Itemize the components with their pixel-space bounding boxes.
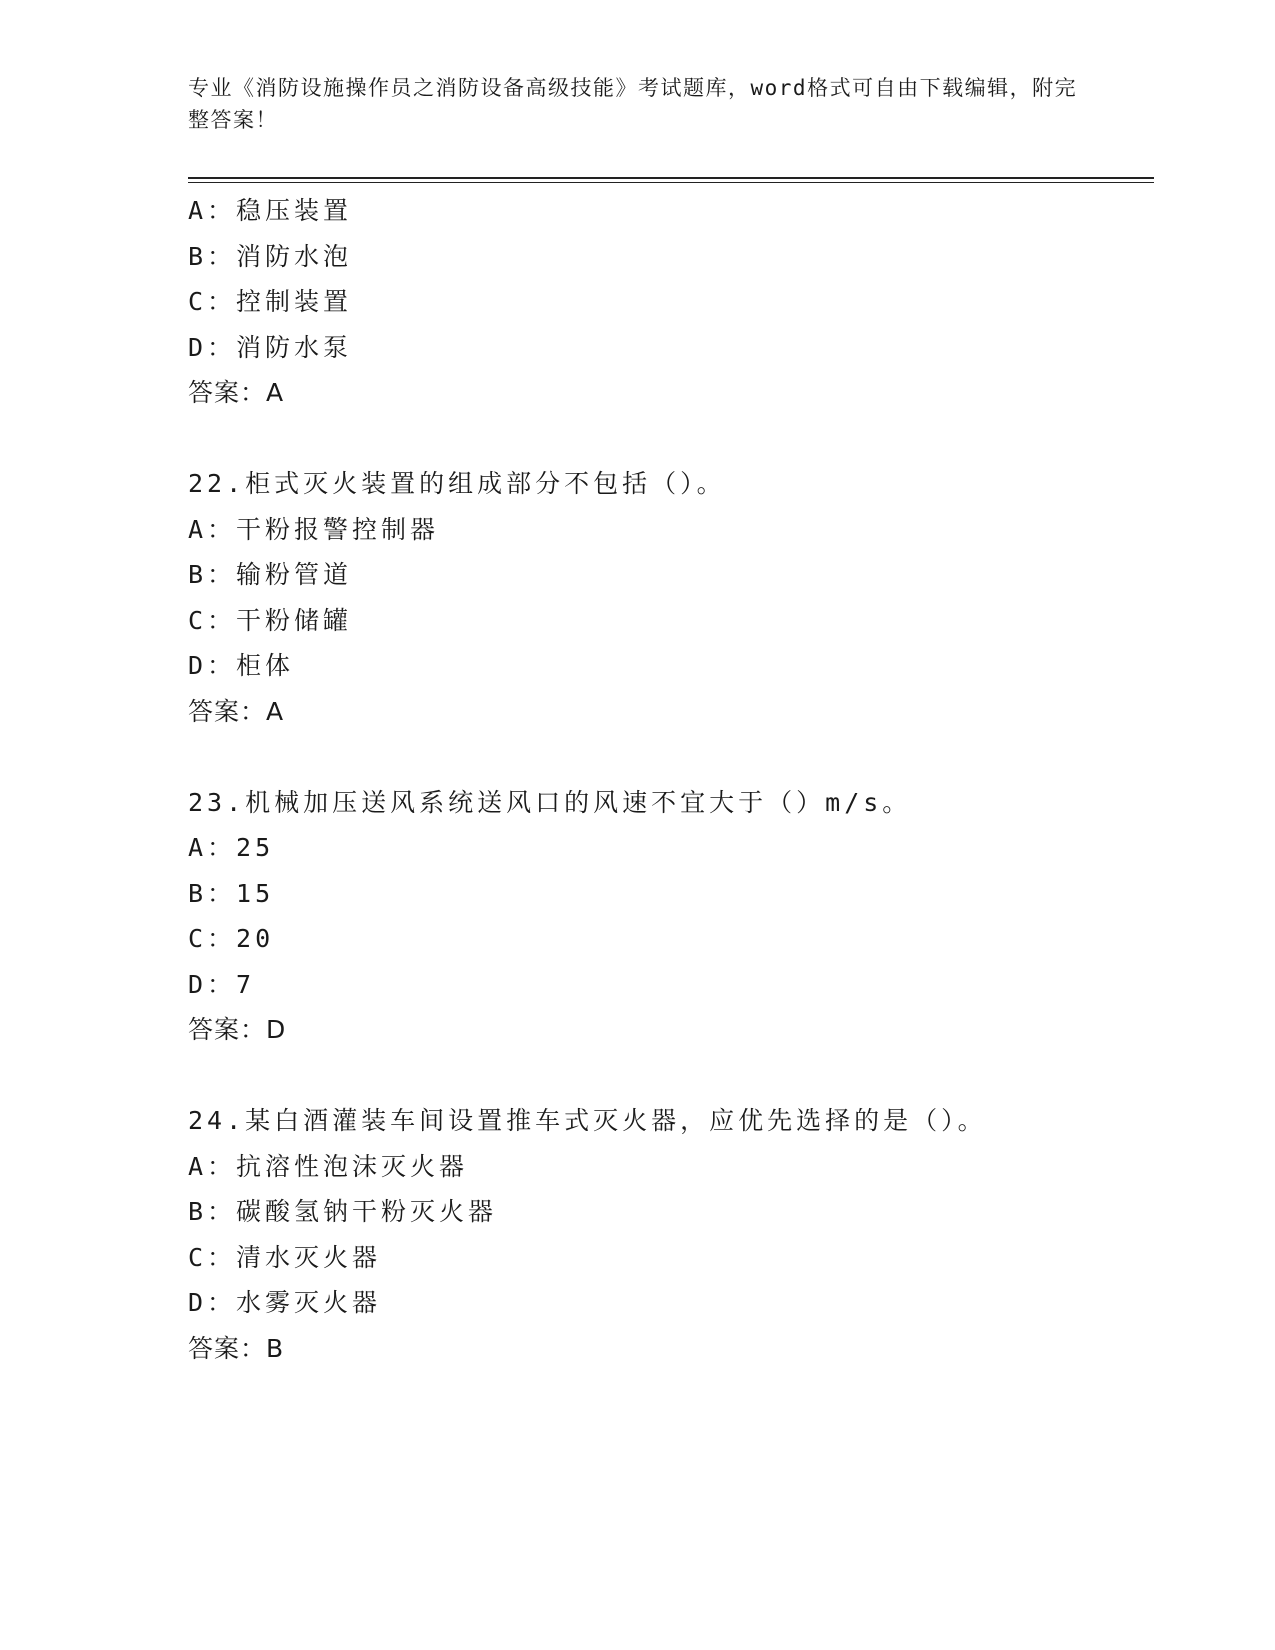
option-d: D：柜体 <box>188 651 295 680</box>
option-d: D：消防水泵 <box>188 332 353 362</box>
question-stem: 24.某白酒灌装车间设置推车式灭火器，应优先选择的是（）。 <box>188 1106 987 1135</box>
spacer <box>188 1053 1148 1099</box>
carryover-question <box>188 188 1148 416</box>
option-b: B：碳酸氢钠干粉灭火器 <box>188 1197 498 1226</box>
header-rule-thin <box>188 182 1154 183</box>
question-22 <box>188 461 1148 734</box>
option-b: B：输粉管道 <box>188 560 353 589</box>
answer-line: 答案：A <box>188 378 285 407</box>
option-c: C：清水灭火器 <box>188 1242 382 1272</box>
option-c: C：干粉储罐 <box>188 605 353 635</box>
question-stem: 23.机械加压送风系统送风口的风速不宜大于（）m/s。 <box>188 787 912 817</box>
spacer <box>188 416 1148 462</box>
answer-line: 答案：D <box>188 1015 287 1044</box>
header-rule-thick <box>188 177 1154 179</box>
document-header: 专业《消防设施操作员之消防设备高级技能》考试题库，word格式可自由下载编辑，附完整答案！ <box>188 76 1078 132</box>
option-a: A：抗溶性泡沫灭火器 <box>188 1151 469 1181</box>
question-stem: 22.柜式灭火装置的组成部分不包括（）。 <box>188 469 726 498</box>
option-a: A：干粉报警控制器 <box>188 514 440 544</box>
option-a: A：稳压装置 <box>188 196 353 225</box>
option-a: A：25 <box>188 833 275 862</box>
question-24 <box>188 1098 1148 1371</box>
spacer <box>188 734 1148 780</box>
option-d: D：7 <box>188 969 256 999</box>
answer-line: 答案：A <box>188 696 285 726</box>
question-list <box>188 188 1148 1371</box>
option-c: C：控制装置 <box>188 287 353 316</box>
option-c: C：20 <box>188 924 275 953</box>
question-23 <box>188 780 1148 1053</box>
option-d: D：水雾灭火器 <box>188 1288 382 1317</box>
answer-line: 答案：B <box>188 1333 285 1363</box>
option-b: B：消防水泡 <box>188 241 353 271</box>
option-b: B：15 <box>188 878 275 908</box>
